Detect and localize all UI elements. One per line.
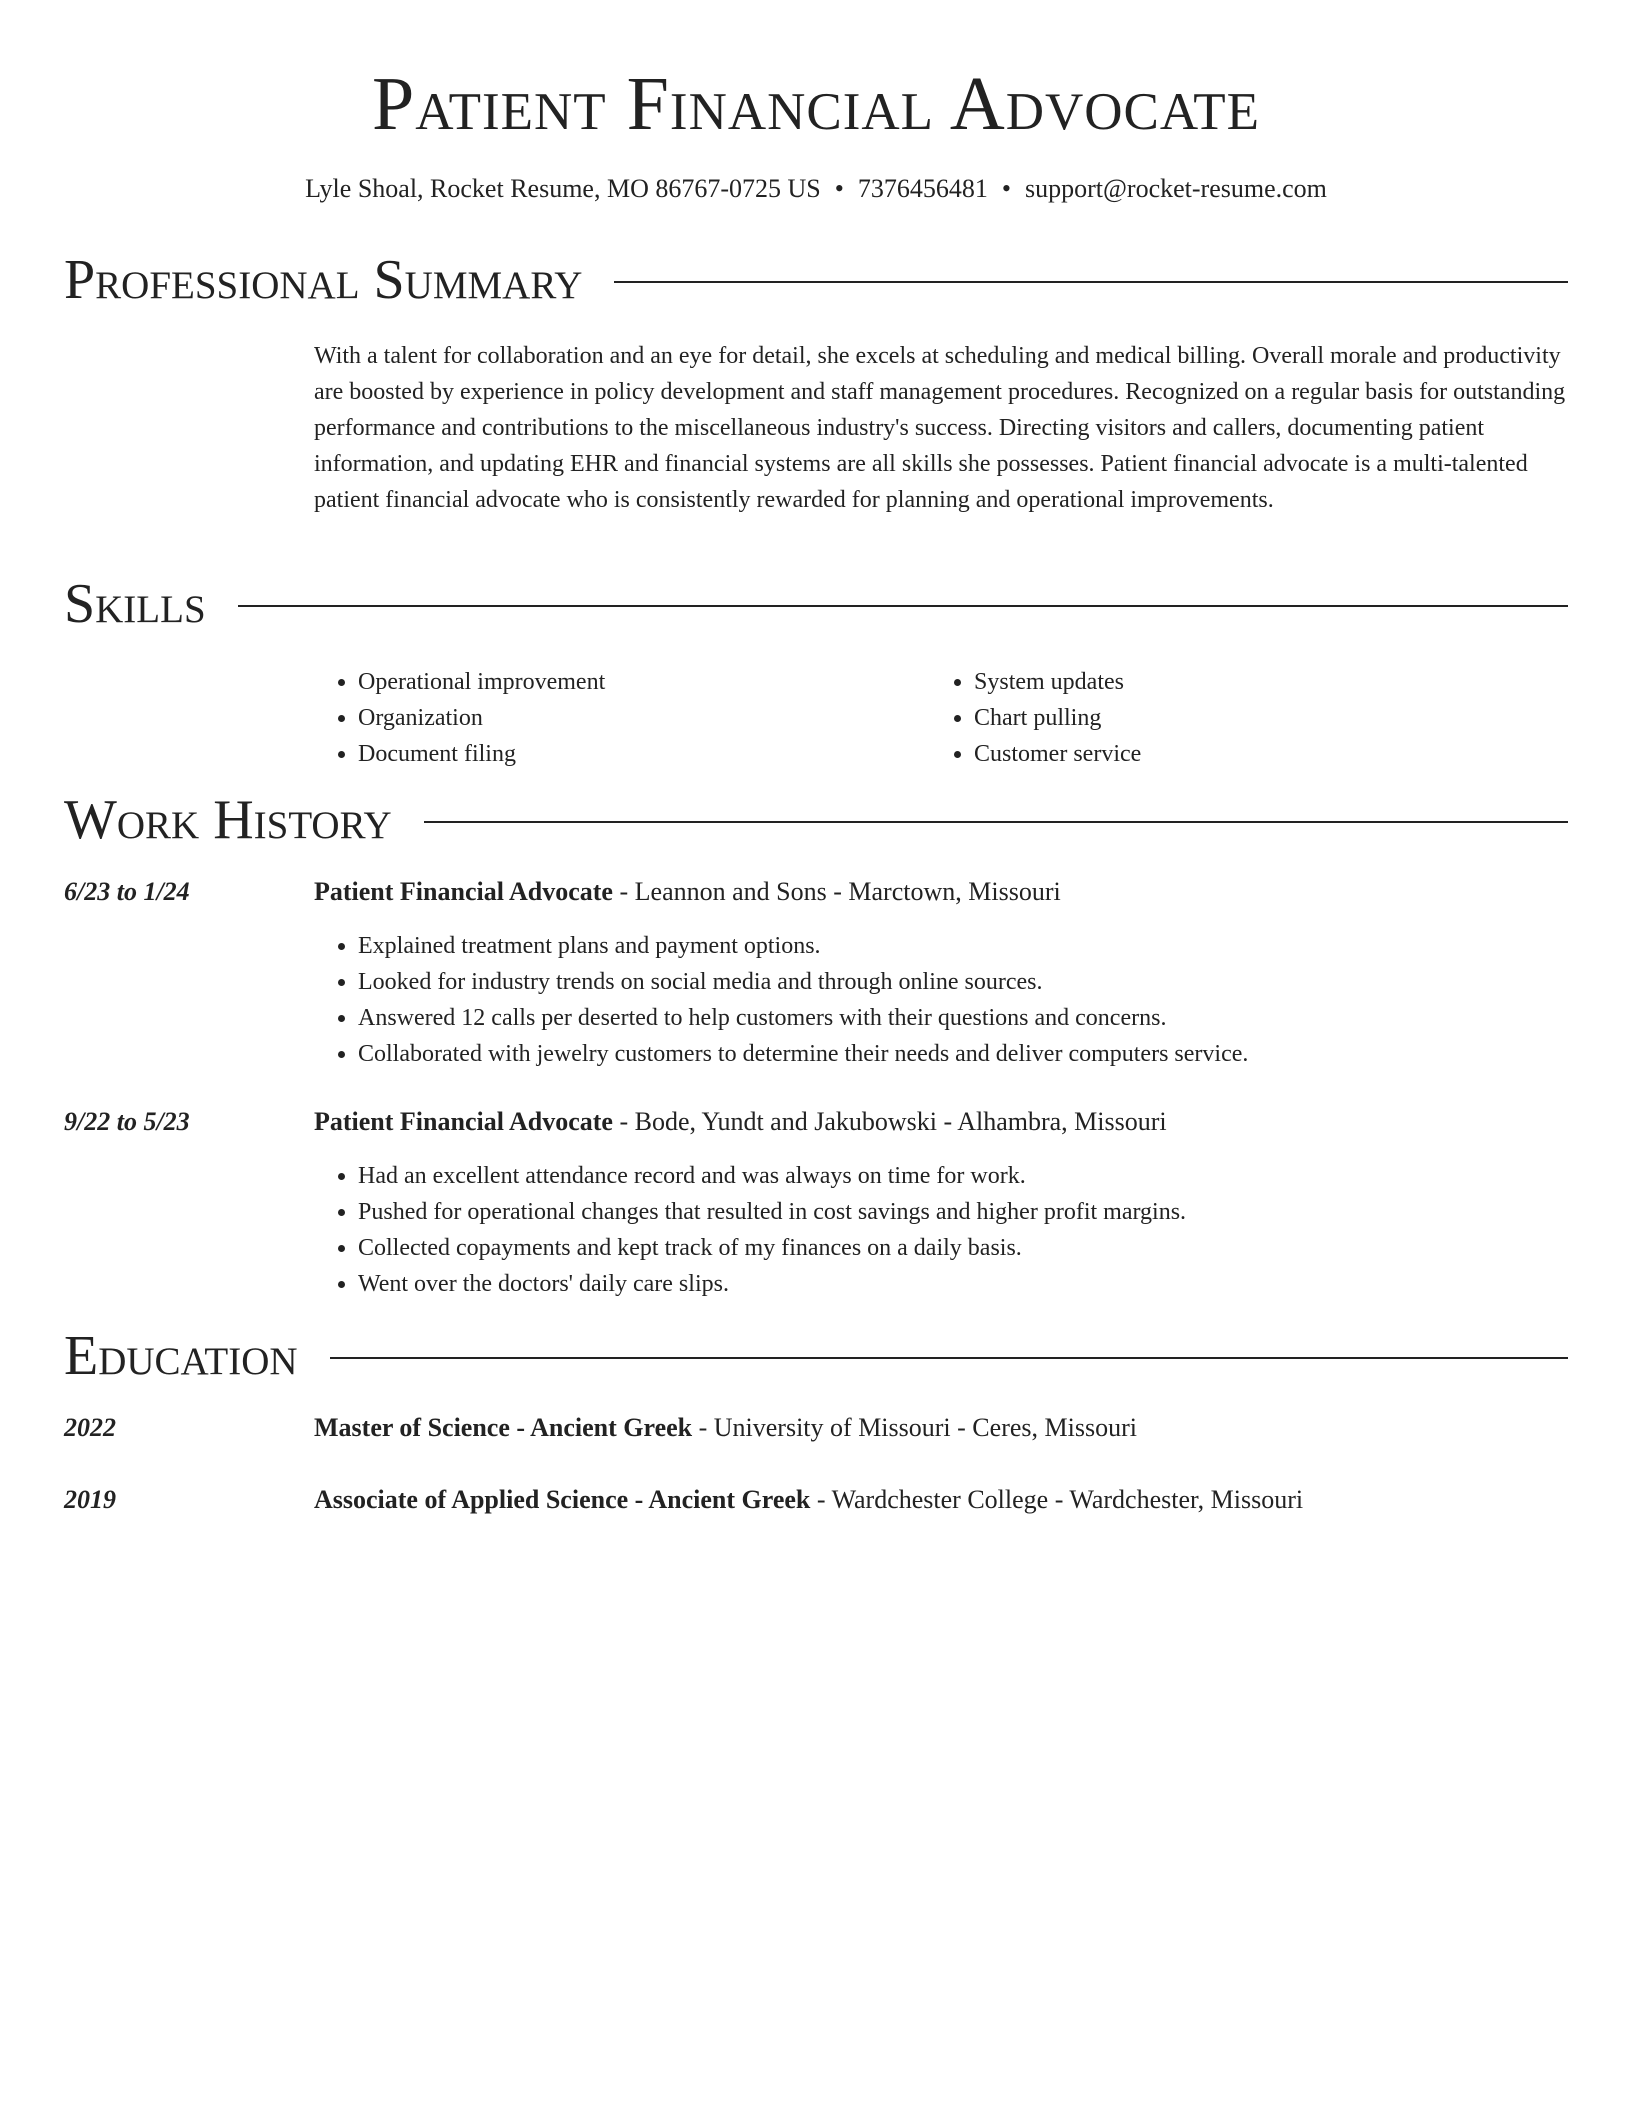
- section-title: Education: [64, 1325, 298, 1387]
- job-heading: [314, 1104, 1167, 1140]
- job-entry: [64, 874, 1568, 1072]
- education-degree: Associate of Applied Science - Ancient Greek: [314, 1485, 811, 1514]
- education-entry: [64, 1482, 1568, 1518]
- job-bullet: • Explained treatment plans and payment options.: [358, 928, 1568, 964]
- section-title: Skills: [64, 573, 206, 635]
- skill-item: • Document filing: [358, 736, 930, 772]
- skill-item: • Operational improvement: [358, 664, 930, 700]
- section-header-summary: [64, 248, 1568, 312]
- education-details: - Wardchester College - Wardchester, Missouri: [810, 1485, 1304, 1514]
- job-bullet: • Had an excellent attendance record and was always on time for work.: [358, 1158, 1568, 1194]
- contact-separator: •: [834, 174, 844, 203]
- skill-item: • Chart pulling: [974, 700, 1546, 736]
- education-heading: [314, 1410, 1137, 1446]
- section-title: Work History: [64, 789, 392, 851]
- skill-item: • Customer service: [974, 736, 1546, 772]
- job-entry: [64, 1104, 1568, 1302]
- education-heading: [314, 1482, 1303, 1518]
- skills-column: [314, 664, 930, 772]
- job-bullet: • Looked for industry trends on social media and through online sources.: [358, 964, 1568, 1000]
- contact-separator: •: [1001, 174, 1011, 203]
- job-header: [64, 1104, 1568, 1140]
- job-dates: 9/22 to 5/23: [64, 1107, 190, 1136]
- education-degree: Master of Science - Ancient Greek: [314, 1413, 693, 1442]
- job-bullets: [314, 1158, 1568, 1302]
- job-heading: [314, 874, 1061, 910]
- job-bullet: • Answered 12 calls per deserted to help customers with their questions and concerns.: [358, 1000, 1568, 1036]
- section-header-education: [64, 1324, 1568, 1388]
- skills-column: [930, 664, 1546, 772]
- contact-line: [0, 174, 1632, 204]
- contact-address: Lyle Shoal, Rocket Resume, MO 86767-0725 US: [305, 174, 821, 203]
- section-title: Professional Summary: [64, 249, 583, 311]
- section-header-work: [64, 788, 1568, 852]
- education-year: 2022: [64, 1413, 116, 1442]
- contact-email: support@rocket-resume.com: [1024, 174, 1327, 203]
- skill-item: • Organization: [358, 700, 930, 736]
- job-details: - Leannon and Sons - Marctown, Missouri: [612, 877, 1061, 906]
- job-bullet: • Went over the doctors' daily care slips.: [358, 1266, 1568, 1302]
- resume-name: Patient Financial Advocate: [371, 62, 1261, 146]
- section-divider: [330, 1357, 1568, 1359]
- skills-list: [314, 664, 1568, 772]
- education-year: 2019: [64, 1485, 116, 1514]
- job-bullets: [314, 928, 1568, 1072]
- job-details: - Bode, Yundt and Jakubowski - Alhambra, Missouri: [612, 1107, 1167, 1136]
- job-header: [64, 874, 1568, 910]
- section-divider: [238, 605, 1568, 607]
- education-details: - University of Missouri - Ceres, Missouri: [692, 1413, 1137, 1442]
- contact-phone: 7376456481: [857, 174, 988, 203]
- education-entry: [64, 1410, 1568, 1446]
- skill-item: • System updates: [974, 664, 1546, 700]
- summary-text: With a talent for collaboration and an eye for detail, she excels at scheduling and medical billing. Overall morale and productivity are boosted by experience in policy development and staff management procedures. Recognized on a regular basis for outstanding performance and contributions to the miscellaneous industry's success. Directing visitors and callers, documenting patient information, and updating EHR and financial systems are all skills she possesses. Patient financial advocate is a multi-talented patient financial advocate who is consistently rewarded for planning and operational improvements.: [314, 343, 1566, 513]
- section-header-skills: [64, 572, 1568, 636]
- job-bullet: • Collaborated with jewelry customers to determine their needs and deliver computers service.: [358, 1036, 1568, 1072]
- job-bullet: • Pushed for operational changes that resulted in cost savings and higher profit margins.: [358, 1194, 1568, 1230]
- section-divider: [424, 821, 1568, 823]
- job-title: Patient Financial Advocate: [314, 877, 613, 906]
- section-divider: [614, 281, 1568, 283]
- job-dates: 6/23 to 1/24: [64, 877, 190, 906]
- job-bullet: • Collected copayments and kept track of my finances on a daily basis.: [358, 1230, 1568, 1266]
- job-title: Patient Financial Advocate: [314, 1107, 613, 1136]
